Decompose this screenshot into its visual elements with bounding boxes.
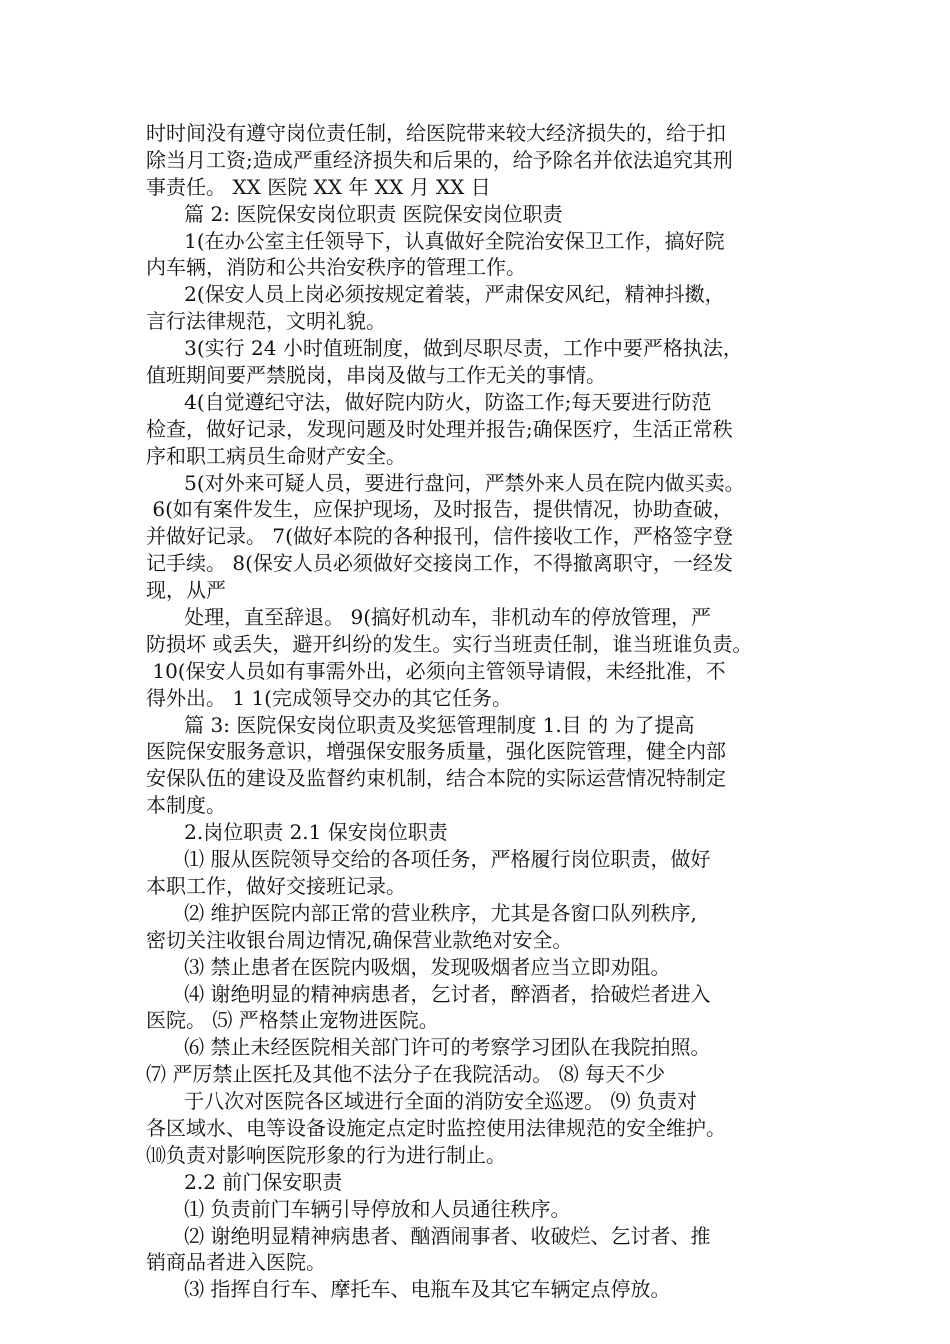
text-line: 并做好记录。 7(做好本院的各种报刊，信件接收工作，严格签字登 xyxy=(146,524,733,549)
text-line: 2.2 前门保安职责 xyxy=(146,1169,343,1194)
text-line: 2.岗位职责 2.1 保安岗位职责 xyxy=(146,820,448,845)
text-line: 3(实行 24 小时值班制度，做到尽职尽责，工作中要严格执法， xyxy=(146,336,743,361)
text-line: 值班期间要严禁脱岗，串岗及做与工作无关的事情。 xyxy=(146,363,606,388)
text-line: 10(保安人员如有事需外出，必须向主管领导请假，未经批准，不 xyxy=(146,658,726,683)
text-line: 密切关注收银台周边情况,确保营业款绝对安全。 xyxy=(146,927,573,952)
text-line: 篇 2: 医院保安岗位职责 医院保安岗位职责 xyxy=(146,201,563,226)
text-line: ⑽负责对影响医院形象的行为进行制止。 xyxy=(146,1142,506,1167)
text-line: ⑴ 负责前门车辆引导停放和人员通往秩序。 xyxy=(146,1196,571,1221)
text-line: 记手续。 8(保安人员必须做好交接岗工作，不得撤离职守，一经发 xyxy=(146,551,733,576)
text-line: 各区域水、电等设备设施定点定时监控使用法律规范的安全维护。 xyxy=(146,1115,726,1140)
text-line: 现，从严 xyxy=(146,578,226,603)
text-line: 本职工作，做好交接班记录。 xyxy=(146,873,406,898)
text-line: ⑷ 谢绝明显的精神病患者，乞讨者，醉酒者，拾破烂者进入 xyxy=(146,981,711,1006)
text-line: 得外出。 1 1(完成领导交办的其它任务。 xyxy=(146,685,512,710)
text-line: 6(如有案件发生，应保护现场，及时报告，提供情况，协助查破， xyxy=(146,497,733,522)
text-line: ⑺ 严厉禁止医托及其他不法分子在我院活动。 ⑻ 每天不少 xyxy=(146,1062,666,1087)
text-line: 时时间没有遵守岗位责任制，给医院带来较大经济损失的，给于扣 xyxy=(146,121,726,145)
text-line: 1(在办公室主任领导下，认真做好全院治安保卫工作，搞好院 xyxy=(146,228,725,253)
text-line: 2(保安人员上岗必须按规定着装，严肃保安风纪，精神抖擞， xyxy=(146,282,725,307)
text-line: ⑶ 禁止患者在医院内吸烟，发现吸烟者应当立即劝阻。 xyxy=(146,954,671,979)
text-line: 防损坏 或丢失，避开纠纷的发生。实行当班责任制，谁当班谁负责。 xyxy=(146,631,753,656)
text-line: 序和职工病员生命财产安全。 xyxy=(146,443,406,468)
text-line: 言行法律规范，文明礼貌。 xyxy=(146,309,386,334)
text-line: 事责任。 XX 医院 XX 年 XX 月 XX 日 xyxy=(146,174,491,199)
text-line: ⑴ 服从医院领导交给的各项任务，严格履行岗位职责，做好 xyxy=(146,847,711,872)
text-line: 本制度。 xyxy=(146,793,226,818)
text-line: 处理，直至辞退。 9(搞好机动车，非机动车的停放管理，严 xyxy=(146,605,712,630)
text-line: 除当月工资;造成严重经济损失和后果的，给予除名并依法追究其刑 xyxy=(146,147,733,172)
text-line: 销商品者进入医院。 xyxy=(146,1250,326,1275)
text-line: 安保队伍的建设及监督约束机制，结合本院的实际运营情况特制定 xyxy=(146,766,726,791)
text-line: 4(自觉遵纪守法，做好院内防火，防盗工作;每天要进行防范 xyxy=(146,389,712,414)
document-body xyxy=(146,120,812,1303)
text-line: 医院。 ⑸ 严格禁止宠物进医院。 xyxy=(146,1008,439,1033)
text-line: 检查，做好记录，发现问题及时处理并报告;确保医疗，生活正常秩 xyxy=(146,416,733,441)
text-line: 篇 3: 医院保安岗位职责及奖惩管理制度 1.目 的 为了提高 xyxy=(146,712,695,737)
text-line: ⑶ 指挥自行车、摩托车、电瓶车及其它车辆定点停放。 xyxy=(146,1277,671,1302)
text-line: 内车辆，消防和公共治安秩序的管理工作。 xyxy=(146,255,526,280)
text-line: 于八次对医院各区域进行全面的消防安全巡逻。 ⑼ 负责对 xyxy=(146,1089,697,1114)
text-line: ⑵ 维护医院内部正常的营业秩序，尤其是各窗口队列秩序, xyxy=(146,900,697,925)
text-line: 医院保安服务意识，增强保安服务质量，强化医院管理，健全内部 xyxy=(146,739,726,764)
text-line: 5(对外来可疑人员，要进行盘问，严禁外来人员在院内做买卖。 xyxy=(146,470,745,495)
text-line: ⑵ 谢绝明显精神病患者、酗酒闹事者、收破烂、乞讨者、推 xyxy=(146,1223,711,1248)
text-line: ⑹ 禁止未经医院相关部门许可的考察学习团队在我院拍照。 xyxy=(146,1035,711,1060)
